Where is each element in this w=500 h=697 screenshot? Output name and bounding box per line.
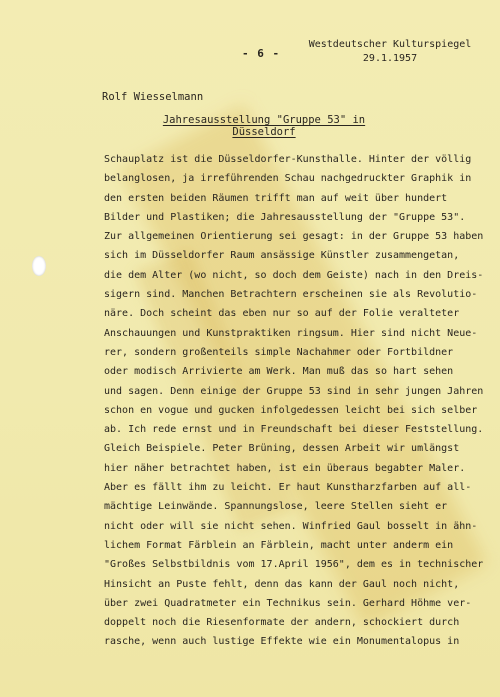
- author-name: Rolf Wiesselmann: [102, 91, 204, 103]
- publication-header: [305, 38, 475, 66]
- body-line: sich im Düsseldorfer Raum ansässige Künstler zusammengetan,: [104, 250, 460, 262]
- article-title: Jahresausstellung "Gruppe 53" in Düsseldorf: [162, 114, 366, 138]
- body-line: sigern sind. Manchen Betrachtern erscheinen sie als Revolutio-: [104, 289, 478, 301]
- publication-date: 29.1.1957: [362, 53, 418, 64]
- body-line: Anschauungen und Kunstpraktiken ringsum. Hier sind nicht Neue-: [104, 327, 478, 339]
- body-line: Zur allgemeinen Orientierung sei gesagt: in der Gruppe 53 haben: [104, 231, 484, 243]
- body-line: über zwei Quadratmeter ein Technikus sein. Gerhard Höhme ver-: [104, 597, 472, 609]
- body-line: rasche, wenn auch lustige Effekte wie ein Monumentalopus in: [104, 636, 460, 648]
- body-line: Bilder und Plastiken; die Jahresausstellung der "Gruppe 53".: [104, 211, 466, 223]
- body-line: und sagen. Denn einige der Gruppe 53 sind in sehr jungen Jahren: [104, 385, 484, 397]
- body-line: Gleich Beispiele. Peter Brüning, dessen Arbeit wir umlängst: [104, 443, 460, 455]
- punch-hole: [32, 256, 46, 276]
- body-line: Hinsicht an Puste fehlt, denn das kann der Gaul noch nicht,: [104, 578, 460, 590]
- body-line: nicht oder will sie nicht sehen. Winfried Gaul bosselt in ähn-: [104, 520, 478, 532]
- body-line: schon en vogue und gucken infolgedessen leicht bei sich selber: [104, 404, 478, 416]
- body-line: näre. Doch scheint das eben nur so auf der Folie veralteter: [104, 308, 460, 320]
- body-line: ab. Ich rede ernst und in Freundschaft bei dieser Feststellung.: [104, 424, 484, 436]
- page-number: - 6 -: [242, 47, 281, 60]
- body-line: hier näher betrachtet haben, ist ein überaus begabter Maler.: [104, 462, 466, 474]
- body-line: Aber es fällt ihm zu leicht. Er haut Kunstharzfarben auf all-: [104, 482, 472, 494]
- body-line: belanglosen, ja irreführenden Schau nachgedruckter Graphik in: [104, 173, 472, 185]
- publication-name: Westdeutscher Kulturspiegel: [308, 39, 472, 50]
- body-line: oder modisch Arrivierte am Werk. Man muß das so hart sehen: [104, 366, 454, 378]
- body-line: lichem Format Färblein an Färblein, macht unter anderm ein: [104, 539, 454, 551]
- body-line: mächtige Leinwände. Spannungslose, leere Stellen sieht er: [104, 501, 448, 513]
- article-body: [104, 150, 484, 652]
- body-line: den ersten beiden Räumen trifft man auf weit über hundert: [104, 192, 448, 204]
- body-line: doppelt noch die Riesenformate der andern, schockiert durch: [104, 617, 460, 629]
- body-line: Schauplatz ist die Düsseldorfer-Kunsthalle. Hinter der völlig: [104, 154, 472, 165]
- body-line: rer, sondern großenteils simple Nachahmer oder Fortbildner: [104, 346, 454, 358]
- body-line: "Großes Selbstbildnis vom 17.April 1956", dem es in technischer: [104, 559, 484, 571]
- body-line: die dem Alter (wo nicht, so doch dem Geiste) nach in den Dreis-: [104, 269, 484, 281]
